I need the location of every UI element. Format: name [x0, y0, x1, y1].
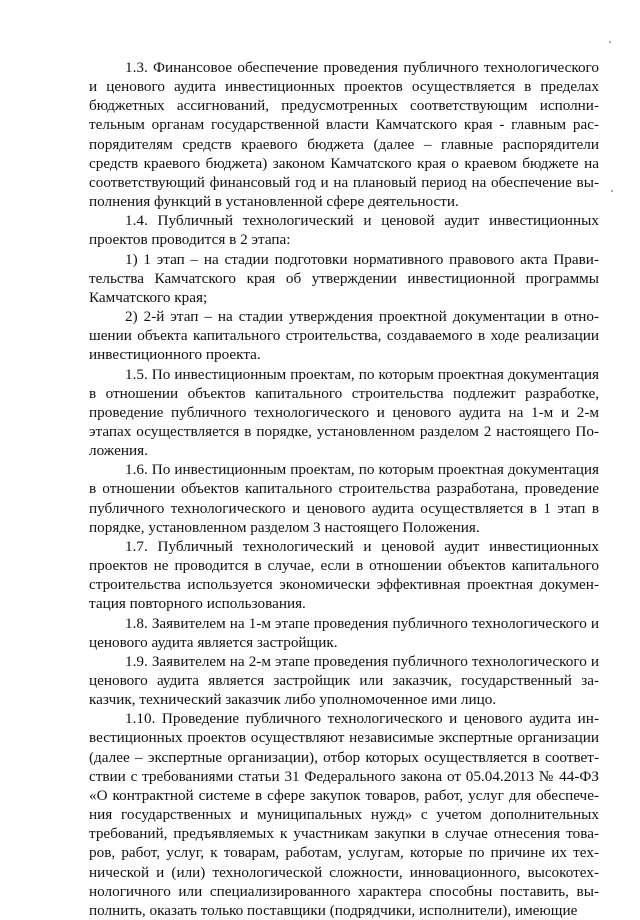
paragraph-1-5: 1.5. По инвестиционным проектам, по которым проектная документация в отношении объектов капитального строительства подлежит разработке, проведение публичного технологического и ценового аудита на 1-м и 2-м этапах осуществляется в порядке, установленном разделом 2 настоящего Положения.	[89, 365, 599, 460]
paragraph-1-3: 1.3. Финансовое обеспечение проведения публичного технологического и ценового аудита инвестиционных проектов осуществляется в пределах бюджетных ассигнований, предусмотренных соответствующим исполнительным органам государственной власти Камчатского края - главным распорядителям средств краевого бюджета (далее – главные распорядители средств краевого бюджета) законом Камчатского края о краевом бюджете на соответствующий финансовый год и на плановый период на обеспечение выполнения функций в установленной сфере деятельности.	[89, 59, 599, 211]
paragraph-1-4-item-2: 2) 2-й этап – на стадии утверждения проектной документации в отношении объекта капитального строительства, создаваемого в ходе реализации инвестиционного проекта.	[89, 308, 599, 364]
paragraph-1-8: 1.8. Заявителем на 1-м этапе проведения публичного технологического и ценового аудита является застройщик.	[89, 614, 599, 651]
paragraph-1-9: 1.9. Заявителем на 2-м этапе проведения публичного технологического и ценового аудита является застройщик или заказчик, государственный заказчик, технический заказчик либо уполномоченное ими лицо.	[89, 652, 599, 709]
scan-speck	[611, 190, 613, 192]
paragraph-1-6: 1.6. По инвестиционным проектам, по которым проектная документация в отношении объектов капитального строительства разработана, проведение публичного технологического и ценового аудита осуществляется в 1 этап в порядке, установленном разделом 3 настоящего Положения.	[89, 461, 599, 536]
paragraph-1-4: 1.4. Публичный технологический и ценовой аудит инвестиционных проектов проводится в 2 этапа:	[89, 212, 599, 249]
document-body	[89, 58, 599, 920]
paragraph-1-7: 1.7. Публичный технологический и ценовой аудит инвестиционных проектов не проводится в случае, если в отношении объектов капитального строительства используется экономически эффективная проектная документация повторного использования.	[89, 537, 599, 613]
paragraph-1-4-item-1: 1) 1 этап – на стадии подготовки нормативного правового акта Правительства Камчатского края об утверждении инвестиционной программы Камчатского края;	[89, 250, 599, 306]
paragraph-1-10: 1.10. Проведение публичного технологического и ценового аудита инвестиционных проектов осуществляют независимые экспертные организации (далее – экспертные организации), отбор которых осуществляется в соответствии с требованиями статьи 31 Федерального закона от 05.04.2013 № 44-ФЗ «О контрактной системе в сфере закупок товаров, работ, услуг для обеспечения государственных и муниципальных нужд» с учетом дополнительных требований, предъявляемых к участникам закупки в случае отнесения товаров, работ, услуг, к товарам, работам, услугам, которые по причине их технической и (или) технологической сложности, инновационного, высокотехнологичного или специализированного характера способны поставить, выполнить, оказать только поставщики (подрядчики, исполнители), имеющие	[89, 710, 599, 919]
scan-speck	[609, 41, 611, 43]
